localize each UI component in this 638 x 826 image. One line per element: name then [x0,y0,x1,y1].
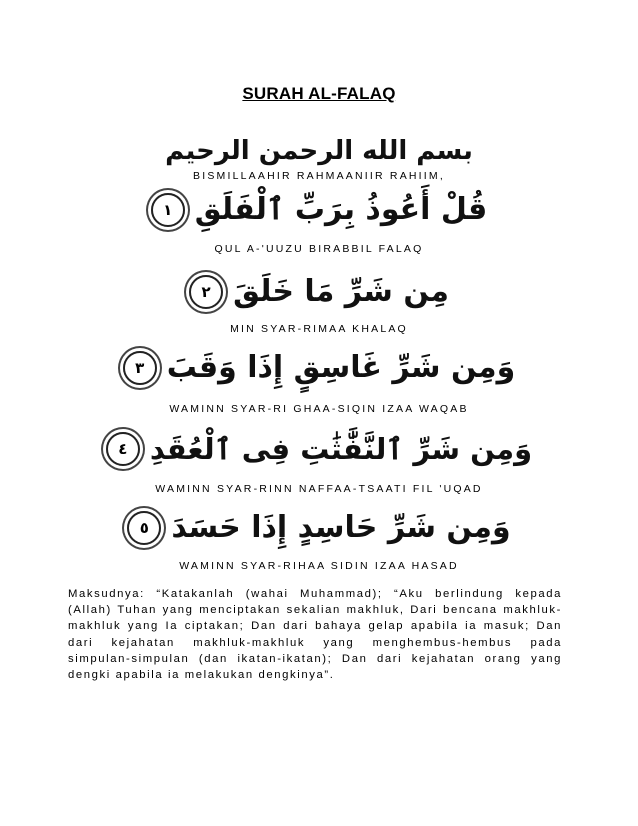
verse-5-transliteration: WAMINN SYAR-RIHAA SIDIN IZAA HASAD [179,560,459,572]
verse-5-arabic: وَمِن شَرِّ حَاسِدٍ إِذَا حَسَدَ [171,510,511,545]
basmala-arabic: بسم الله الرحمن الرحيم [165,136,473,166]
verse-4 [0,432,638,466]
ayah-number-3: ٣ [123,351,157,385]
verse-1 [0,192,638,227]
verse-3-arabic: وَمِن شَرِّ غَاسِقٍ إِذَا وَقَبَ [166,350,516,385]
verse-2 [0,274,638,309]
verse-3-transliteration: WAMINN SYAR-RI GHAA-SIQIN IZAA WAQAB [169,403,469,415]
verse-4-transliteration: WAMINN SYAR-RINN NAFFAA-TSAATI FIL 'UQAD [155,483,483,495]
ayah-number-4: ٤ [106,432,140,466]
ayah-number-1: ١ [151,193,185,227]
ayah-number-5: ٥ [127,511,161,545]
verse-5 [0,510,638,545]
verse-1-arabic: قُلْ أَعُوذُ بِرَبِّ ٱلْفَلَقِ [194,192,488,227]
page-title: SURAH AL-FALAQ [242,84,396,103]
verse-3 [0,350,638,385]
ayah-number-2: ٢ [189,275,223,309]
verse-2-arabic: مِن شَرِّ مَا خَلَقَ [233,274,449,309]
translation-paragraph: Maksudnya: “Katakanlah (wahai Muhammad); “Aku berlindung kepada (Allah) Tuhan yang menciptakan sekalian makhluk, Dari bencana makhluk-makhluk yang Ia ciptakan; Dan dari bahaya gelap apabila ia masuk; Dan dari kejahatan makhluk-makhluk yang menghembus-hembus pada simpulan-simpulan (dan ikatan-ikatan); Dan dari kejahatan orang yang dengki apabila ia melakukan dengkinya”. [68,588,562,682]
verse-2-transliteration: MIN SYAR-RIMAA KHALAQ [230,323,408,335]
verse-4-arabic: وَمِن شَرِّ ٱلنَّفَّٰثَٰتِ فِى ٱلْعُقَدِ [149,432,533,466]
basmala-transliteration: BISMILLAAHIR RAHMAANIIR RAHIIM, [193,170,445,182]
verse-1-transliteration: QUL A-'UUZU BIRABBIL FALAQ [214,243,424,255]
